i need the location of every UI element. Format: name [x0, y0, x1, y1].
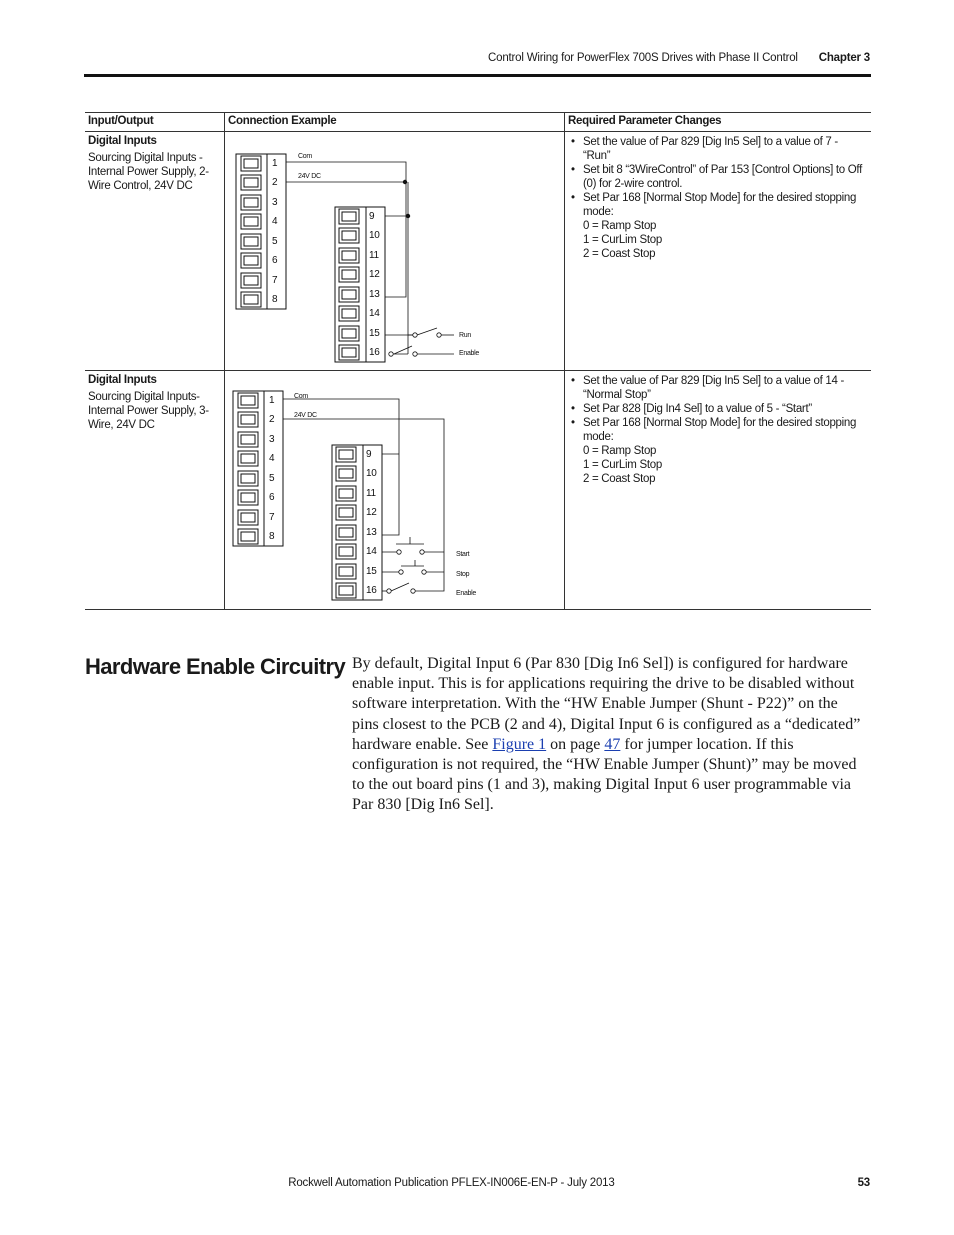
- io-cell: [85, 132, 225, 371]
- table-row: [85, 132, 871, 371]
- section-paragraph: [352, 654, 867, 816]
- terminal-label: 8: [269, 531, 275, 542]
- col-header-changes: Required Parameter Changes: [565, 113, 872, 132]
- terminal-label: 9: [369, 211, 375, 222]
- io-description: Sourcing Digital Inputs - Internal Power Supply, 2-Wire Control, 24V DC: [88, 152, 209, 192]
- terminal-label: 7: [272, 275, 278, 286]
- switch-label-stop: Stop: [456, 571, 470, 578]
- changes-cell: [565, 371, 872, 610]
- right-terminal-screws: [339, 209, 359, 360]
- list-item-text: Set Par 168 [Normal Stop Mode] for the desired stopping mode:: [583, 417, 857, 443]
- header-title: Control Wiring for PowerFlex 700S Drives with Phase II Control: [488, 52, 798, 64]
- switch-label-enable: Enable: [456, 590, 476, 597]
- header-chapter: Chapter 3: [818, 52, 870, 64]
- list-item: • Set the value of Par 829 [Dig In5 Sel] to a value of 14 - “Normal Stop”: [568, 374, 868, 402]
- terminal-label: 12: [366, 507, 377, 518]
- io-description: Sourcing Digital Inputs- Internal Power Supply, 3-Wire, 24V DC: [88, 391, 209, 431]
- wiring-diagram-3wire: [225, 371, 558, 606]
- terminal-label: 16: [366, 585, 377, 596]
- paragraph-text: By default, Digital Input 6 (Par 830 [Dig In6 Sel]) is configured for hardware enable input. This is for applications requiring the drive to be disabled without software interpretation. With the “HW Enable Jumper (Shunt - P22)” on the pins closest to the PCB (2 and 4), Digital Input 6 is configured as a “dedicated” hardware enable. See: [352, 655, 861, 753]
- terminal-label: 13: [369, 289, 380, 300]
- terminal-label: 5: [272, 236, 278, 247]
- col-header-io: Input/Output: [85, 113, 225, 132]
- paragraph-text: for jumper location. If this configuration is not required, the “HW Enable Jumper (Shunt)” may be moved to the out board pins (1 and 3), making Digital Input 6 user programmable via Par 830 [Dig In6 Sel].: [352, 735, 857, 814]
- terminal-label: 11: [369, 250, 379, 261]
- running-header: [488, 52, 870, 64]
- terminal-label: 1: [272, 158, 278, 169]
- table-header-row: [85, 113, 871, 132]
- required-changes-list: [568, 374, 868, 486]
- left-terminal-screws: [241, 156, 261, 307]
- list-item-text: Set Par 168 [Normal Stop Mode] for the desired stopping mode:: [583, 192, 857, 218]
- terminal-label: 14: [366, 546, 377, 557]
- terminal-label: 4: [269, 453, 275, 464]
- stop-mode-option: 2 = Coast Stop: [583, 248, 656, 260]
- terminal-label: 6: [272, 255, 278, 266]
- terminal-label: 14: [369, 308, 380, 319]
- terminal-label: 11: [366, 488, 376, 499]
- terminal-label: 6: [269, 492, 275, 503]
- terminal-label: 9: [366, 449, 372, 460]
- list-item: • Set Par 828 [Dig In4 Sel] to a value of 5 - “Start”: [568, 402, 868, 416]
- stop-mode-option: 2 = Coast Stop: [583, 473, 656, 485]
- right-terminal-screws: [336, 447, 356, 598]
- wire-label-com: Com: [298, 153, 312, 160]
- switch-label-enable: Enable: [459, 350, 479, 357]
- wiring-diagram-2wire: [225, 132, 558, 367]
- io-cell: [85, 371, 225, 610]
- list-item: [568, 416, 868, 486]
- wire-label-24vdc: 24V DC: [298, 173, 321, 180]
- connection-cell: [225, 371, 565, 610]
- paragraph-text: on page: [546, 735, 605, 753]
- terminal-label: 7: [269, 512, 275, 523]
- stop-mode-option: 0 = Ramp Stop: [583, 445, 657, 457]
- terminal-label: 3: [269, 434, 275, 445]
- wire-label-24vdc: 24V DC: [294, 412, 317, 419]
- stop-mode-option: 0 = Ramp Stop: [583, 220, 657, 232]
- changes-cell: [565, 132, 872, 371]
- col-header-connection: Connection Example: [225, 113, 565, 132]
- switch-label-start: Start: [456, 551, 470, 558]
- page-link[interactable]: 47: [604, 735, 621, 753]
- header-rule: [84, 74, 871, 77]
- io-title: Digital Inputs: [88, 135, 157, 147]
- footer-publication: Rockwell Automation Publication PFLEX-IN006E-EN-P - July 2013: [288, 1177, 615, 1189]
- terminal-label: 2: [272, 177, 278, 188]
- switch-label-run: Run: [459, 332, 471, 339]
- table-row: [85, 371, 871, 610]
- required-changes-list: [568, 135, 868, 261]
- page-footer: [288, 1177, 870, 1189]
- io-title: Digital Inputs: [88, 374, 157, 386]
- left-terminal-screws: [238, 393, 258, 544]
- list-item: • Set bit 8 “3WireControl” of Par 153 [Control Options] to Off (0) for 2-wire control.: [568, 163, 868, 191]
- terminal-label: 1: [269, 395, 275, 406]
- terminal-label: 12: [369, 269, 380, 280]
- page-number: 53: [857, 1177, 870, 1189]
- terminal-label: 3: [272, 197, 278, 208]
- figure-link[interactable]: Figure 1: [492, 735, 547, 753]
- terminal-label: 13: [366, 527, 377, 538]
- terminal-label: 8: [272, 294, 278, 305]
- wire-label-com: Com: [294, 393, 308, 400]
- list-item: • Set the value of Par 829 [Dig In5 Sel] to a value of 7 - “Run”: [568, 135, 868, 163]
- terminal-label: 4: [272, 216, 278, 227]
- terminal-label: 10: [366, 468, 377, 479]
- terminal-label: 16: [369, 347, 380, 358]
- wiring-table: [85, 112, 871, 610]
- terminal-label: 15: [366, 566, 377, 577]
- connection-cell: [225, 132, 565, 371]
- list-item: [568, 191, 868, 261]
- terminal-label: 10: [369, 230, 380, 241]
- terminal-label: 15: [369, 328, 380, 339]
- stop-mode-option: 1 = CurLim Stop: [583, 459, 662, 471]
- section-title: Hardware Enable Circuitry: [85, 654, 346, 679]
- terminal-label: 5: [269, 473, 275, 484]
- terminal-label: 2: [269, 414, 275, 425]
- stop-mode-option: 1 = CurLim Stop: [583, 234, 662, 246]
